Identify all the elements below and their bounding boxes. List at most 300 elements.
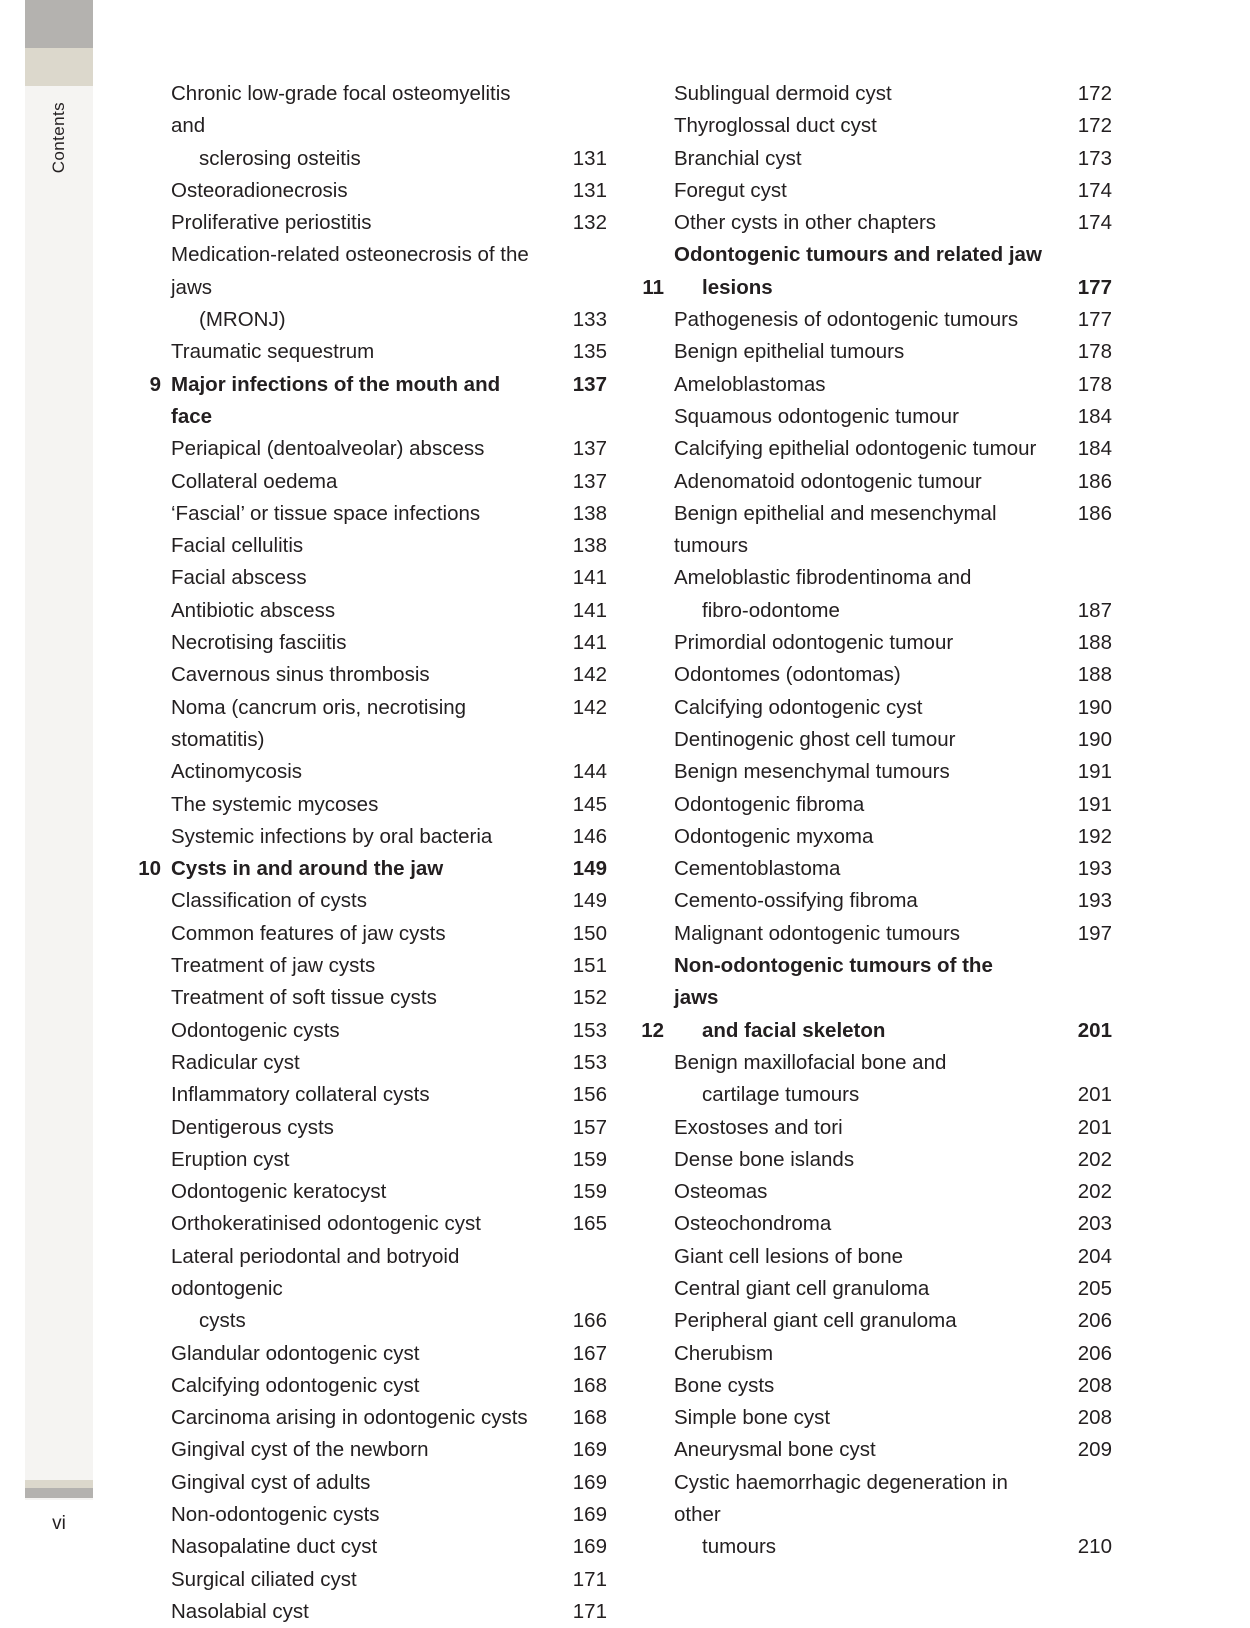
toc-entry[interactable] [137, 78, 607, 175]
toc-entry-title-line1: Orthokeratinised odontogenic cyst [171, 1212, 481, 1236]
toc-entry-title-line1: Odontogenic cysts [171, 1018, 340, 1042]
toc-entry-title [171, 1499, 545, 1531]
toc-entry-title [171, 1144, 545, 1176]
toc-entry-page-number: 131 [572, 146, 607, 170]
toc-entry[interactable] [137, 885, 607, 917]
toc-entry-title-line1: Branchial cyst [674, 146, 802, 170]
toc-entry-page-number: 142 [572, 663, 607, 687]
toc-entry-title-line1: Bone cysts [674, 1373, 775, 1397]
toc-entry[interactable] [137, 1047, 607, 1079]
toc-entry-page-number: 157 [572, 1115, 607, 1139]
toc-entry-page-number: 208 [1077, 1406, 1112, 1430]
toc-entry-title-line1: Chronic low-grade focal osteomyelitis and [171, 82, 511, 138]
toc-entry[interactable] [137, 1144, 607, 1176]
toc-entry-title-line1: Osteomas [674, 1180, 768, 1204]
toc-entry-title [674, 918, 1050, 950]
toc-entry-title [674, 1467, 1050, 1564]
toc-entry-title [171, 1047, 545, 1079]
toc-entry-page-number: 141 [572, 598, 607, 622]
toc-entry-title [171, 1402, 545, 1434]
toc-entry[interactable] [137, 595, 607, 627]
toc-entry-title-line1: Cherubism [674, 1341, 774, 1365]
toc-entry[interactable] [640, 304, 1112, 336]
toc-entry[interactable] [137, 692, 607, 757]
toc-entry-page-number: 191 [1077, 792, 1112, 816]
toc-chapter-entry[interactable] [137, 853, 607, 885]
toc-entry[interactable] [640, 336, 1112, 368]
toc-entry-title-line1: Cystic haemorrhagic degeneration in other [674, 1470, 1008, 1527]
toc-entry-page-number: 178 [1077, 340, 1112, 364]
toc-entry-title [674, 756, 1050, 788]
toc-entry[interactable] [640, 110, 1112, 142]
toc-entry[interactable] [137, 789, 607, 821]
toc-entry-title [674, 1047, 1050, 1112]
toc-entry-title [674, 692, 1050, 724]
toc-entry[interactable] [137, 1402, 607, 1434]
toc-entry-title-line1: Gingival cyst of adults [171, 1470, 371, 1494]
toc-entry-title [674, 789, 1050, 821]
toc-entry-page-number: 209 [1077, 1438, 1112, 1462]
toc-entry-title [171, 1176, 545, 1208]
toc-entry[interactable] [137, 756, 607, 788]
toc-entry-title [171, 692, 545, 757]
toc-entry-title-line1: Benign maxillofacial bone and [674, 1050, 947, 1074]
toc-entry-page-number: 208 [1077, 1373, 1112, 1397]
section-label-contents: Contents [49, 102, 68, 174]
toc-entry-title-line1: Calcifying odontogenic cyst [171, 1373, 420, 1397]
toc-entry[interactable] [640, 401, 1112, 433]
toc-entry-page-number: 169 [572, 1503, 607, 1527]
toc-entry[interactable] [137, 1112, 607, 1144]
page-folio-number: vi [52, 1513, 66, 1534]
toc-entry[interactable] [640, 885, 1112, 917]
toc-entry[interactable] [640, 853, 1112, 885]
toc-entry-title-line1: Periapical (dentoalveolar) abscess [171, 437, 485, 461]
toc-entry-title-line1: Antibiotic abscess [171, 598, 336, 622]
toc-entry-page-number: 202 [1077, 1180, 1112, 1204]
toc-entry-page-number: 151 [572, 954, 607, 978]
toc-entry-title-line1: Thyroglossal duct cyst [674, 114, 877, 138]
toc-entry-title [674, 1208, 1050, 1240]
toc-chapter-number: 9 [149, 372, 161, 396]
toc-entry-title [171, 530, 545, 562]
toc-entry-title-line1: Odontogenic fibroma [674, 792, 865, 816]
toc-entry[interactable] [640, 1047, 1112, 1112]
toc-entry-title-line1: Surgical ciliated cyst [171, 1567, 357, 1591]
toc-entry-title-line1: Sublingual dermoid cyst [674, 82, 892, 105]
toc-entry-title [674, 1176, 1050, 1208]
toc-entry-title [674, 1241, 1050, 1273]
toc-entry[interactable] [640, 1370, 1112, 1402]
toc-entry-title-line1: Nasolabial cyst [171, 1599, 309, 1623]
toc-entry[interactable] [137, 175, 607, 207]
toc-entry-title [171, 1015, 545, 1047]
toc-entry-page-number: 206 [1077, 1341, 1112, 1365]
toc-entry-title [171, 1596, 545, 1628]
toc-entry-page-number: 201 [1077, 1083, 1112, 1107]
toc-entry-page-number: 190 [1077, 727, 1112, 751]
toc-entry[interactable] [137, 982, 607, 1014]
toc-chapter-number: 10 [138, 857, 161, 881]
toc-entry-page-number: 171 [572, 1567, 607, 1591]
toc-entry-page-number: 202 [1077, 1147, 1112, 1171]
toc-entry[interactable] [137, 1338, 607, 1370]
toc-entry[interactable] [137, 1564, 607, 1596]
toc-entry[interactable] [137, 336, 607, 368]
toc-entry-page-number: 137 [572, 469, 607, 493]
toc-column-left [137, 78, 607, 1628]
toc-entry-title [674, 659, 1050, 691]
toc-entry-page-number: 188 [1077, 663, 1112, 687]
toc-entry-title [674, 950, 1050, 1047]
toc-entry-title-line2: lesions [702, 275, 773, 299]
toc-entry-page-number: 159 [572, 1180, 607, 1204]
toc-entry-page-number: 169 [572, 1535, 607, 1559]
toc-entry-title-line1: Exostoses and tori [674, 1115, 843, 1139]
toc-entry-page-number: 190 [1077, 695, 1112, 719]
toc-entry-title-line1: Cysts in and around the jaw [171, 857, 444, 881]
toc-entry-page-number: 144 [572, 760, 607, 784]
toc-entry-title [674, 401, 1050, 433]
toc-entry-title-line1: Systemic infections by oral bacteria [171, 824, 493, 848]
toc-entry-title [171, 627, 545, 659]
toc-entry-title-line1: Major infections of the mouth and face [171, 372, 501, 428]
toc-entry-page-number: 137 [572, 372, 607, 396]
toc-entry[interactable] [640, 175, 1112, 207]
toc-entry-title-line2: cartilage tumours [702, 1083, 860, 1107]
toc-entry[interactable] [137, 627, 607, 659]
toc-entry-page-number: 188 [1077, 631, 1112, 655]
toc-entry-page-number: 152 [572, 986, 607, 1010]
toc-entry-page-number: 133 [572, 308, 607, 332]
toc-entry[interactable] [640, 1241, 1112, 1273]
toc-entry-page-number: 201 [1077, 1115, 1112, 1139]
toc-entry[interactable] [640, 207, 1112, 239]
toc-entry[interactable] [137, 1499, 607, 1531]
toc-entry-title-line1: Non-odontogenic tumours of the jaws [674, 954, 993, 1010]
toc-entry-title [674, 1273, 1050, 1305]
toc-entry-page-number: 150 [572, 921, 607, 945]
toc-entry[interactable] [640, 756, 1112, 788]
toc-entry-title-line2: and facial skeleton [702, 1018, 886, 1042]
toc-entry[interactable] [137, 207, 607, 239]
toc-entry-page-number: 141 [572, 631, 607, 655]
toc-entry-title-line2: sclerosing osteitis [199, 146, 361, 170]
toc-entry-page-number: 138 [572, 534, 607, 558]
toc-entry-title-line1: Ameloblastomas [674, 372, 826, 396]
toc-entry-title [674, 110, 1050, 142]
toc-entry[interactable] [640, 1402, 1112, 1434]
toc-entry-title-line1: Malignant odontogenic tumours [674, 921, 961, 945]
toc-entry-page-number: 137 [572, 437, 607, 461]
toc-entry-title-line1: Benign epithelial and mesenchymal tumours [674, 501, 997, 558]
side-tab-label-wrapper [25, 102, 93, 302]
toc-entry-title-line1: Treatment of jaw cysts [171, 954, 376, 978]
toc-entry-title-line2: fibro-odontome [702, 598, 840, 622]
toc-entry[interactable] [137, 498, 607, 530]
toc-entry-page-number: 153 [572, 1050, 607, 1074]
toc-entry-title-line1: Aneurysmal bone cyst [674, 1438, 876, 1462]
toc-entry[interactable] [640, 789, 1112, 821]
toc-entry-title [171, 1112, 545, 1144]
toc-entry-title [171, 595, 545, 627]
toc-entry[interactable] [640, 692, 1112, 724]
toc-entry[interactable] [137, 433, 607, 465]
toc-entry-page-number: 203 [1077, 1212, 1112, 1236]
toc-entry-title [674, 853, 1050, 885]
toc-entry-title [674, 369, 1050, 401]
toc-entry-title-line1: Glandular odontogenic cyst [171, 1341, 420, 1365]
toc-entry-title-line2: tumours [702, 1535, 777, 1559]
toc-entry-title-line1: Odontomes (odontomas) [674, 663, 901, 687]
toc-entry[interactable] [137, 239, 607, 336]
toc-entry-title [674, 1434, 1050, 1466]
toc-entry-title [171, 369, 545, 434]
toc-entry-title [171, 1079, 545, 1111]
toc-entry-title [171, 885, 545, 917]
toc-entry-title [674, 143, 1050, 175]
toc-entry-title-line1: Benign mesenchymal tumours [674, 760, 950, 784]
toc-entry-title [171, 1434, 545, 1466]
toc-entry-page-number: 169 [572, 1470, 607, 1494]
toc-entry-page-number: 192 [1077, 824, 1112, 848]
toc-entry-title-line1: Proliferative periostitis [171, 211, 372, 235]
toc-entry-title [171, 336, 545, 368]
toc-entry-title [674, 1112, 1050, 1144]
toc-entry-title-line1: Other cysts in other chapters [674, 211, 937, 235]
toc-entry[interactable] [640, 143, 1112, 175]
toc-entry-title-line1: Central giant cell granuloma [674, 1276, 930, 1300]
toc-entry-title-line1: Adenomatoid odontogenic tumour [674, 469, 982, 493]
toc-entry[interactable] [137, 950, 607, 982]
toc-entry-page-number: 145 [572, 792, 607, 816]
toc-entry-title-line1: Giant cell lesions of bone [674, 1244, 904, 1268]
toc-entry-page-number: 191 [1077, 760, 1112, 784]
toc-entry[interactable] [137, 1531, 607, 1563]
toc-entry[interactable] [640, 1467, 1112, 1564]
toc-entry[interactable] [640, 433, 1112, 465]
toc-entry-title-line1: Ameloblastic fibrodentinoma and [674, 566, 972, 590]
toc-entry-title [171, 1370, 545, 1402]
toc-entry[interactable] [640, 1305, 1112, 1337]
toc-entry-page-number: 193 [1077, 889, 1112, 913]
toc-entry-title-line1: Odontogenic tumours and related jaw [674, 243, 1042, 267]
toc-entry-page-number: 178 [1077, 372, 1112, 396]
toc-entry-page-number: 142 [572, 695, 607, 719]
toc-entry-page-number: 167 [572, 1341, 607, 1365]
toc-entry-title [171, 1564, 545, 1596]
toc-entry-title [171, 1531, 545, 1563]
toc-entry[interactable] [137, 1434, 607, 1466]
toc-entry-title [674, 1338, 1050, 1370]
toc-entry[interactable] [137, 1370, 607, 1402]
side-tab-beige-block-bottom [25, 1480, 93, 1488]
toc-entry-title [171, 466, 545, 498]
toc-entry[interactable] [640, 724, 1112, 756]
toc-entry[interactable] [137, 821, 607, 853]
toc-entry-page-number: 172 [1077, 82, 1112, 105]
toc-entry-title-line1: Calcifying epithelial odontogenic tumour [674, 437, 1037, 461]
toc-entry[interactable] [640, 1434, 1112, 1466]
toc-entry-title [171, 239, 545, 336]
toc-entry-page-number: 197 [1077, 921, 1112, 945]
toc-entry[interactable] [137, 1015, 607, 1047]
toc-entry-title-line1: Dentinogenic ghost cell tumour [674, 727, 956, 751]
toc-entry[interactable] [640, 821, 1112, 853]
toc-entry-title [171, 78, 545, 175]
toc-entry-title [171, 950, 545, 982]
toc-entry-page-number: 159 [572, 1147, 607, 1171]
toc-entry[interactable] [640, 1273, 1112, 1305]
toc-entry-title-line2: cysts [199, 1309, 246, 1333]
toc-entry-title-line1: Radicular cyst [171, 1050, 300, 1074]
toc-entry-title-line1: Noma (cancrum oris, necrotising stomatitis) [171, 695, 467, 751]
toc-entry-title [674, 1370, 1050, 1402]
toc-entry-page-number: 141 [572, 566, 607, 590]
toc-entry-title [171, 1208, 545, 1240]
toc-entry[interactable] [137, 1467, 607, 1499]
toc-entry-title-line1: Dense bone islands [674, 1147, 855, 1171]
toc-entry[interactable] [137, 530, 607, 562]
toc-entry-title-line1: Primordial odontogenic tumour [674, 631, 954, 655]
toc-entry-title [171, 498, 545, 530]
toc-entry-title [171, 207, 545, 239]
toc-entry-title-line1: Facial cellulitis [171, 534, 304, 558]
toc-entry-title [171, 789, 545, 821]
toc-entry-title-line1: ‘Fascial’ or tissue space infections [171, 501, 481, 525]
toc-entry[interactable] [640, 369, 1112, 401]
toc-entry-title-line1: Traumatic sequestrum [171, 340, 375, 364]
toc-entry-title-line1: Dentigerous cysts [171, 1115, 334, 1139]
toc-entry-title-line1: Gingival cyst of the newborn [171, 1438, 429, 1462]
toc-entry-title-line1: Inflammatory collateral cysts [171, 1083, 430, 1107]
toc-entry-title-line2: (MRONJ) [199, 308, 286, 332]
toc-entry-page-number: 174 [1077, 178, 1112, 202]
toc-entry-title [674, 175, 1050, 207]
toc-entry-title [674, 1402, 1050, 1434]
toc-chapter-entry[interactable] [137, 369, 607, 434]
toc-entry-title-line1: Common features of jaw cysts [171, 921, 446, 945]
toc-entry-title [171, 821, 545, 853]
toc-entry[interactable] [137, 1079, 607, 1111]
toc-entry-page-number: 172 [1077, 114, 1112, 138]
toc-entry-title [674, 466, 1050, 498]
toc-entry[interactable] [640, 659, 1112, 691]
toc-entry-title-line1: Cementoblastoma [674, 857, 841, 881]
toc-entry-title-line1: The systemic mycoses [171, 792, 379, 816]
toc-entry-title [171, 562, 545, 594]
toc-chapter-entry[interactable] [640, 950, 1112, 1047]
toc-entry-page-number: 135 [572, 340, 607, 364]
toc-entry-page-number: 149 [572, 857, 607, 881]
toc-entry[interactable] [640, 498, 1112, 563]
toc-entry-title [171, 175, 545, 207]
toc-entry-page-number: 169 [572, 1438, 607, 1462]
toc-entry-page-number: 168 [572, 1373, 607, 1397]
side-tab-gray-block-bottom [25, 1488, 93, 1498]
toc-entry-title-line1: Peripheral giant cell granuloma [674, 1309, 957, 1333]
toc-entry-title [171, 853, 545, 885]
toc-entry-title-line1: Cemento-ossifying fibroma [674, 889, 918, 913]
toc-entry-page-number: 184 [1077, 404, 1112, 428]
toc-entry[interactable] [640, 562, 1112, 627]
toc-entry-page-number: 168 [572, 1406, 607, 1430]
toc-entry-title-line1: Nasopalatine duct cyst [171, 1535, 378, 1559]
toc-entry-page-number: 205 [1077, 1276, 1112, 1300]
toc-entry-title-line1: Cavernous sinus thrombosis [171, 663, 430, 687]
toc-chapter-number: 11 [642, 275, 664, 299]
toc-entry-title [674, 239, 1050, 304]
toc-entry[interactable] [640, 918, 1112, 950]
toc-entry-title [674, 304, 1050, 336]
toc-entry[interactable] [640, 78, 1112, 110]
toc-entry-page-number: 131 [572, 178, 607, 202]
toc-entry-page-number: 184 [1077, 437, 1112, 461]
toc-entry-title-line1: Odontogenic myxoma [674, 824, 874, 848]
toc-entry-title-line1: Pathogenesis of odontogenic tumours [674, 308, 1019, 332]
toc-entry-page-number: 138 [572, 501, 607, 525]
toc-entry-title [171, 918, 545, 950]
toc-chapter-entry[interactable] [640, 239, 1112, 304]
toc-entry[interactable] [640, 1208, 1112, 1240]
toc-entry-title-line1: Calcifying odontogenic cyst [674, 695, 923, 719]
toc-entry-page-number: 186 [1077, 501, 1112, 525]
toc-entry[interactable] [640, 466, 1112, 498]
toc-entry-title-line1: Lateral periodontal and botryoid odontogenic [171, 1244, 460, 1300]
toc-entry[interactable] [137, 1241, 607, 1338]
toc-entry[interactable] [640, 1176, 1112, 1208]
toc-entry-page-number: 204 [1077, 1244, 1112, 1268]
toc-entry-title-line1: Odontogenic keratocyst [171, 1180, 387, 1204]
toc-entry-title [674, 207, 1050, 239]
toc-entry-page-number: 165 [572, 1212, 607, 1236]
toc-entry-title [171, 982, 545, 1014]
toc-entry-page-number: 201 [1077, 1018, 1112, 1042]
toc-entry[interactable] [137, 918, 607, 950]
toc-column-right [640, 78, 1112, 1564]
toc-entry-page-number: 166 [572, 1309, 607, 1333]
toc-entry[interactable] [640, 1338, 1112, 1370]
toc-entry-page-number: 187 [1077, 598, 1112, 622]
toc-entry[interactable] [137, 466, 607, 498]
toc-entry[interactable] [137, 562, 607, 594]
toc-entry[interactable] [640, 627, 1112, 659]
toc-entry-page-number: 193 [1077, 857, 1112, 881]
toc-entry-page-number: 132 [572, 211, 607, 235]
toc-entry-title-line1: Necrotising fasciitis [171, 631, 347, 655]
toc-entry-title-line1: Medication-related osteonecrosis of the jaws [171, 243, 529, 299]
toc-entry[interactable] [640, 1112, 1112, 1144]
toc-entry-title [674, 821, 1050, 853]
toc-entry-title-line1: Eruption cyst [171, 1147, 290, 1171]
toc-entry[interactable] [137, 1176, 607, 1208]
toc-entry-title [674, 433, 1050, 465]
toc-entry-page-number: 177 [1077, 308, 1112, 332]
toc-entry-title-line1: Benign epithelial tumours [674, 340, 905, 364]
toc-entry-page-number: 149 [572, 889, 607, 913]
toc-entry[interactable] [137, 659, 607, 691]
toc-entry[interactable] [640, 1144, 1112, 1176]
side-tab-gray-block-top [25, 0, 93, 48]
toc-entry-title [171, 433, 545, 465]
toc-entry-title-line1: Foregut cyst [674, 178, 787, 202]
toc-entry[interactable] [137, 1208, 607, 1240]
toc-entry-title [674, 724, 1050, 756]
toc-entry-title [674, 1144, 1050, 1176]
toc-entry-title-line1: Squamous odontogenic tumour [674, 404, 959, 428]
toc-entry[interactable] [137, 1596, 607, 1628]
toc-entry-title-line1: Osteochondroma [674, 1212, 832, 1236]
